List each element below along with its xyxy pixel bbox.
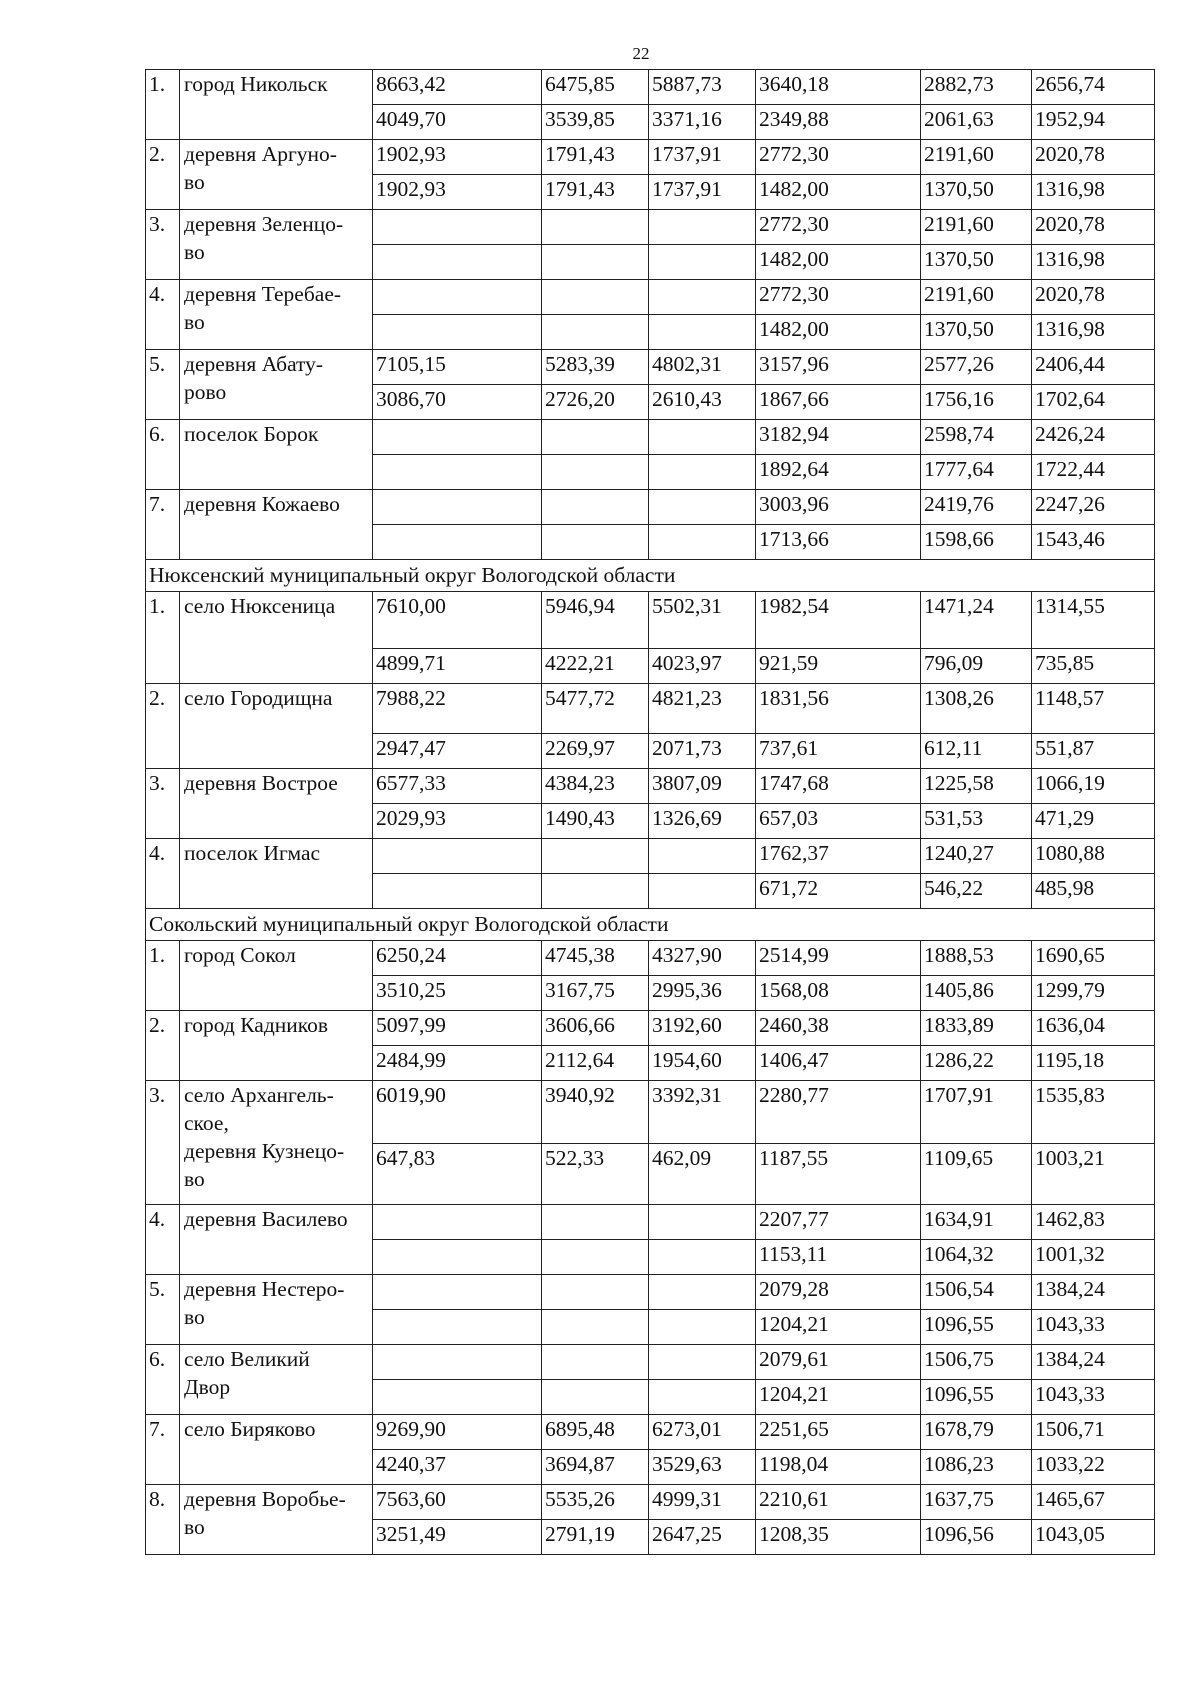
value-cell: 7988,22: [373, 684, 542, 734]
value-cell: 1240,27: [921, 839, 1032, 874]
section-title: Сокольский муниципальный округ Вологодской области: [146, 909, 1155, 941]
value-cell: 1892,64: [756, 455, 921, 490]
value-cell: 3694,87: [542, 1450, 649, 1485]
value-cell: 2251,65: [756, 1415, 921, 1450]
table-row: [146, 490, 1155, 525]
value-cell: 4745,38: [542, 941, 649, 976]
value-cell: 1208,35: [756, 1520, 921, 1555]
value-cell: 2406,44: [1032, 350, 1155, 385]
value-cell: 1737,91: [649, 140, 756, 175]
value-cell: 1187,55: [756, 1144, 921, 1205]
value-cell: 8663,42: [373, 70, 542, 105]
section-title: Нюксенский муниципальный округ Вологодской области: [146, 560, 1155, 592]
value-cell: 5502,31: [649, 592, 756, 649]
value-cell: 2426,24: [1032, 420, 1155, 455]
value-cell: 1690,65: [1032, 941, 1155, 976]
value-cell: 1462,83: [1032, 1205, 1155, 1240]
value-cell: [542, 1240, 649, 1275]
value-cell: 5535,26: [542, 1485, 649, 1520]
tariff-table: [145, 69, 1155, 1555]
value-cell: [649, 490, 756, 525]
value-cell: 485,98: [1032, 874, 1155, 909]
value-cell: 522,33: [542, 1144, 649, 1205]
value-cell: 2460,38: [756, 1011, 921, 1046]
value-cell: 1314,55: [1032, 592, 1155, 649]
value-cell: [542, 839, 649, 874]
value-cell: 3640,18: [756, 70, 921, 105]
value-cell: 1506,71: [1032, 1415, 1155, 1450]
value-cell: 2020,78: [1032, 280, 1155, 315]
row-number: 3.: [146, 1081, 180, 1205]
value-cell: [373, 1345, 542, 1380]
value-cell: 2349,88: [756, 105, 921, 140]
value-cell: 1316,98: [1032, 245, 1155, 280]
row-number: 1.: [146, 941, 180, 1011]
table-row: [146, 941, 1155, 976]
value-cell: 2610,43: [649, 385, 756, 420]
value-cell: [373, 455, 542, 490]
value-cell: 1867,66: [756, 385, 921, 420]
value-cell: [649, 210, 756, 245]
value-cell: [373, 1205, 542, 1240]
value-cell: 1707,91: [921, 1081, 1032, 1144]
value-cell: 2656,74: [1032, 70, 1155, 105]
value-cell: 2020,78: [1032, 210, 1155, 245]
value-cell: [649, 1380, 756, 1415]
row-number: 2.: [146, 684, 180, 769]
value-cell: 5477,72: [542, 684, 649, 734]
table-row: [146, 1011, 1155, 1046]
table-row: [146, 350, 1155, 385]
value-cell: 3510,25: [373, 976, 542, 1011]
value-cell: 1308,26: [921, 684, 1032, 734]
value-cell: 4802,31: [649, 350, 756, 385]
value-cell: 2772,30: [756, 210, 921, 245]
value-cell: [373, 874, 542, 909]
value-cell: 2484,99: [373, 1046, 542, 1081]
value-cell: 1086,23: [921, 1450, 1032, 1485]
table-row: [146, 769, 1155, 804]
value-cell: 1535,83: [1032, 1081, 1155, 1144]
table-row: [146, 1415, 1155, 1450]
settlement-name: деревня Воробье- во: [180, 1485, 373, 1555]
value-cell: 1316,98: [1032, 175, 1155, 210]
value-cell: 2269,97: [542, 734, 649, 769]
row-number: 2.: [146, 1011, 180, 1081]
settlement-name: деревня Василево: [180, 1205, 373, 1275]
settlement-name: деревня Аргуно- во: [180, 140, 373, 210]
value-cell: 1043,05: [1032, 1520, 1155, 1555]
settlement-name: село Биряково: [180, 1415, 373, 1485]
value-cell: [542, 280, 649, 315]
value-cell: 2514,99: [756, 941, 921, 976]
value-cell: [649, 839, 756, 874]
value-cell: 1791,43: [542, 175, 649, 210]
value-cell: 6250,24: [373, 941, 542, 976]
value-cell: 612,11: [921, 734, 1032, 769]
value-cell: [373, 315, 542, 350]
value-cell: 1096,55: [921, 1380, 1032, 1415]
value-cell: [373, 1240, 542, 1275]
value-cell: [542, 315, 649, 350]
settlement-name: город Сокол: [180, 941, 373, 1011]
value-cell: 3251,49: [373, 1520, 542, 1555]
value-cell: 1506,54: [921, 1275, 1032, 1310]
value-cell: 1064,32: [921, 1240, 1032, 1275]
value-cell: 1384,24: [1032, 1275, 1155, 1310]
value-cell: [649, 1240, 756, 1275]
value-cell: 735,85: [1032, 649, 1155, 684]
value-cell: 1465,67: [1032, 1485, 1155, 1520]
value-cell: 1598,66: [921, 525, 1032, 560]
value-cell: 2247,26: [1032, 490, 1155, 525]
value-cell: 1756,16: [921, 385, 1032, 420]
value-cell: 1482,00: [756, 245, 921, 280]
value-cell: 3529,63: [649, 1450, 756, 1485]
value-cell: 5283,39: [542, 350, 649, 385]
row-number: 1.: [146, 70, 180, 140]
settlement-name: деревня Нестеро- во: [180, 1275, 373, 1345]
value-cell: 531,53: [921, 804, 1032, 839]
value-cell: 2947,47: [373, 734, 542, 769]
row-number: 4.: [146, 839, 180, 909]
value-cell: 2726,20: [542, 385, 649, 420]
table-row: [146, 1345, 1155, 1380]
value-cell: 4222,21: [542, 649, 649, 684]
value-cell: 921,59: [756, 649, 921, 684]
table-row: [146, 592, 1155, 649]
value-cell: 2071,73: [649, 734, 756, 769]
value-cell: 1636,04: [1032, 1011, 1155, 1046]
value-cell: [542, 1345, 649, 1380]
value-cell: [373, 245, 542, 280]
value-cell: 2995,36: [649, 976, 756, 1011]
value-cell: 2191,60: [921, 140, 1032, 175]
row-number: 5.: [146, 1275, 180, 1345]
value-cell: 737,61: [756, 734, 921, 769]
row-number: 3.: [146, 210, 180, 280]
value-cell: 1982,54: [756, 592, 921, 649]
row-number: 6.: [146, 1345, 180, 1415]
value-cell: 1888,53: [921, 941, 1032, 976]
value-cell: [373, 1380, 542, 1415]
value-cell: 1833,89: [921, 1011, 1032, 1046]
value-cell: 1096,56: [921, 1520, 1032, 1555]
value-cell: 1777,64: [921, 455, 1032, 490]
value-cell: 5946,94: [542, 592, 649, 649]
value-cell: [542, 1380, 649, 1415]
table-row: [146, 1205, 1155, 1240]
value-cell: [649, 455, 756, 490]
value-cell: [649, 245, 756, 280]
settlement-name: поселок Игмас: [180, 839, 373, 909]
value-cell: 2191,60: [921, 210, 1032, 245]
value-cell: 2772,30: [756, 140, 921, 175]
section-header-row: [146, 909, 1155, 941]
value-cell: 1722,44: [1032, 455, 1155, 490]
value-cell: 1831,56: [756, 684, 921, 734]
value-cell: [373, 839, 542, 874]
value-cell: 647,83: [373, 1144, 542, 1205]
value-cell: [542, 210, 649, 245]
value-cell: 1204,21: [756, 1380, 921, 1415]
value-cell: [649, 1310, 756, 1345]
table-row: [146, 420, 1155, 455]
section-header-row: [146, 560, 1155, 592]
value-cell: 3182,94: [756, 420, 921, 455]
value-cell: [542, 1310, 649, 1345]
page-number: 22: [632, 44, 650, 63]
value-cell: 6273,01: [649, 1415, 756, 1450]
value-cell: 2029,93: [373, 804, 542, 839]
value-cell: 1370,50: [921, 245, 1032, 280]
value-cell: 796,09: [921, 649, 1032, 684]
value-cell: 551,87: [1032, 734, 1155, 769]
value-cell: 1482,00: [756, 315, 921, 350]
settlement-name: город Никольск: [180, 70, 373, 140]
settlement-name: село Великий Двор: [180, 1345, 373, 1415]
value-cell: 3539,85: [542, 105, 649, 140]
value-cell: 1902,93: [373, 140, 542, 175]
value-cell: 1902,93: [373, 175, 542, 210]
value-cell: 671,72: [756, 874, 921, 909]
value-cell: 1195,18: [1032, 1046, 1155, 1081]
value-cell: 2079,61: [756, 1345, 921, 1380]
table-row: [146, 70, 1155, 105]
value-cell: 3192,60: [649, 1011, 756, 1046]
value-cell: [542, 1205, 649, 1240]
value-cell: 1506,75: [921, 1345, 1032, 1380]
value-cell: 546,22: [921, 874, 1032, 909]
row-number: 8.: [146, 1485, 180, 1555]
value-cell: [649, 420, 756, 455]
row-number: 7.: [146, 490, 180, 560]
value-cell: 2210,61: [756, 1485, 921, 1520]
value-cell: [373, 210, 542, 245]
value-cell: 4049,70: [373, 105, 542, 140]
value-cell: 1543,46: [1032, 525, 1155, 560]
value-cell: 1678,79: [921, 1415, 1032, 1450]
row-number: 7.: [146, 1415, 180, 1485]
value-cell: 1405,86: [921, 976, 1032, 1011]
value-cell: [373, 1275, 542, 1310]
value-cell: [373, 525, 542, 560]
settlement-name: деревня Вострое: [180, 769, 373, 839]
settlement-name: деревня Зеленцо- во: [180, 210, 373, 280]
value-cell: [373, 420, 542, 455]
value-cell: 1568,08: [756, 976, 921, 1011]
value-cell: [649, 1345, 756, 1380]
row-number: 1.: [146, 592, 180, 684]
value-cell: 1148,57: [1032, 684, 1155, 734]
value-cell: 4240,37: [373, 1450, 542, 1485]
value-cell: 6475,85: [542, 70, 649, 105]
value-cell: [542, 1275, 649, 1310]
value-cell: 462,09: [649, 1144, 756, 1205]
value-cell: [649, 315, 756, 350]
value-cell: 1762,37: [756, 839, 921, 874]
table-row: [146, 280, 1155, 315]
value-cell: 3003,96: [756, 490, 921, 525]
value-cell: 1370,50: [921, 315, 1032, 350]
value-cell: 1316,98: [1032, 315, 1155, 350]
value-cell: 1713,66: [756, 525, 921, 560]
table-row: [146, 1485, 1155, 1520]
table-row: [146, 140, 1155, 175]
value-cell: 3371,16: [649, 105, 756, 140]
value-cell: 4023,97: [649, 649, 756, 684]
value-cell: 1096,55: [921, 1310, 1032, 1345]
value-cell: 3157,96: [756, 350, 921, 385]
settlement-name: село Архангель- ское, деревня Кузнецо- во: [180, 1081, 373, 1205]
value-cell: 7105,15: [373, 350, 542, 385]
value-cell: 1791,43: [542, 140, 649, 175]
row-number: 6.: [146, 420, 180, 490]
table-row: [146, 1081, 1155, 1144]
settlement-name: деревня Кожаево: [180, 490, 373, 560]
value-cell: 1370,50: [921, 175, 1032, 210]
table-row: [146, 1275, 1155, 1310]
value-cell: 1747,68: [756, 769, 921, 804]
value-cell: 2791,19: [542, 1520, 649, 1555]
value-cell: 3392,31: [649, 1081, 756, 1144]
value-cell: 1153,11: [756, 1240, 921, 1275]
settlement-name: село Городищна: [180, 684, 373, 769]
value-cell: 1954,60: [649, 1046, 756, 1081]
value-cell: 1490,43: [542, 804, 649, 839]
row-number: 4.: [146, 1205, 180, 1275]
value-cell: 6019,90: [373, 1081, 542, 1144]
value-cell: 5887,73: [649, 70, 756, 105]
settlement-name: деревня Теребае- во: [180, 280, 373, 350]
value-cell: [373, 280, 542, 315]
value-cell: 1482,00: [756, 175, 921, 210]
value-cell: 1384,24: [1032, 1345, 1155, 1380]
value-cell: [649, 874, 756, 909]
value-cell: [649, 525, 756, 560]
row-number: 5.: [146, 350, 180, 420]
value-cell: [542, 874, 649, 909]
value-cell: 1326,69: [649, 804, 756, 839]
table-row: [146, 210, 1155, 245]
value-cell: 1952,94: [1032, 105, 1155, 140]
row-number: 2.: [146, 140, 180, 210]
value-cell: 1043,33: [1032, 1310, 1155, 1345]
settlement-name: город Кадников: [180, 1011, 373, 1081]
value-cell: 2598,74: [921, 420, 1032, 455]
value-cell: 1299,79: [1032, 976, 1155, 1011]
value-cell: 4899,71: [373, 649, 542, 684]
value-cell: 7563,60: [373, 1485, 542, 1520]
value-cell: 2577,26: [921, 350, 1032, 385]
row-number: 3.: [146, 769, 180, 839]
value-cell: 4384,23: [542, 769, 649, 804]
value-cell: [542, 525, 649, 560]
value-cell: 1634,91: [921, 1205, 1032, 1240]
value-cell: [649, 1275, 756, 1310]
table-row: [146, 839, 1155, 874]
value-cell: 5097,99: [373, 1011, 542, 1046]
value-cell: 2647,25: [649, 1520, 756, 1555]
settlement-name: село Нюксеница: [180, 592, 373, 684]
value-cell: 1043,33: [1032, 1380, 1155, 1415]
value-cell: 2020,78: [1032, 140, 1155, 175]
table-row: [146, 684, 1155, 734]
settlement-name: деревня Абату- рово: [180, 350, 373, 420]
value-cell: 1109,65: [921, 1144, 1032, 1205]
value-cell: 1702,64: [1032, 385, 1155, 420]
value-cell: 4327,90: [649, 941, 756, 976]
value-cell: 1001,32: [1032, 1240, 1155, 1275]
value-cell: [649, 1205, 756, 1240]
value-cell: 1286,22: [921, 1046, 1032, 1081]
value-cell: 1637,75: [921, 1485, 1032, 1520]
value-cell: 4821,23: [649, 684, 756, 734]
value-cell: 2207,77: [756, 1205, 921, 1240]
value-cell: 6577,33: [373, 769, 542, 804]
value-cell: 7610,00: [373, 592, 542, 649]
value-cell: 2882,73: [921, 70, 1032, 105]
value-cell: [542, 420, 649, 455]
value-cell: 1066,19: [1032, 769, 1155, 804]
value-cell: 1080,88: [1032, 839, 1155, 874]
value-cell: 3940,92: [542, 1081, 649, 1144]
value-cell: 2772,30: [756, 280, 921, 315]
row-number: 4.: [146, 280, 180, 350]
value-cell: 1471,24: [921, 592, 1032, 649]
value-cell: 2191,60: [921, 280, 1032, 315]
value-cell: 9269,90: [373, 1415, 542, 1450]
value-cell: 2280,77: [756, 1081, 921, 1144]
settlement-name: поселок Борок: [180, 420, 373, 490]
value-cell: 3807,09: [649, 769, 756, 804]
value-cell: [542, 455, 649, 490]
value-cell: 2079,28: [756, 1275, 921, 1310]
value-cell: 657,03: [756, 804, 921, 839]
value-cell: 2112,64: [542, 1046, 649, 1081]
value-cell: 1225,58: [921, 769, 1032, 804]
value-cell: 2419,76: [921, 490, 1032, 525]
value-cell: 471,29: [1032, 804, 1155, 839]
value-cell: [542, 245, 649, 280]
value-cell: 3086,70: [373, 385, 542, 420]
value-cell: [649, 280, 756, 315]
value-cell: 6895,48: [542, 1415, 649, 1450]
value-cell: [373, 490, 542, 525]
value-cell: 1406,47: [756, 1046, 921, 1081]
value-cell: 1003,21: [1032, 1144, 1155, 1205]
value-cell: [542, 490, 649, 525]
value-cell: 4999,31: [649, 1485, 756, 1520]
value-cell: 2061,63: [921, 105, 1032, 140]
value-cell: 1198,04: [756, 1450, 921, 1485]
value-cell: 1033,22: [1032, 1450, 1155, 1485]
value-cell: [373, 1310, 542, 1345]
value-cell: 1737,91: [649, 175, 756, 210]
value-cell: 3606,66: [542, 1011, 649, 1046]
value-cell: 1204,21: [756, 1310, 921, 1345]
value-cell: 3167,75: [542, 976, 649, 1011]
